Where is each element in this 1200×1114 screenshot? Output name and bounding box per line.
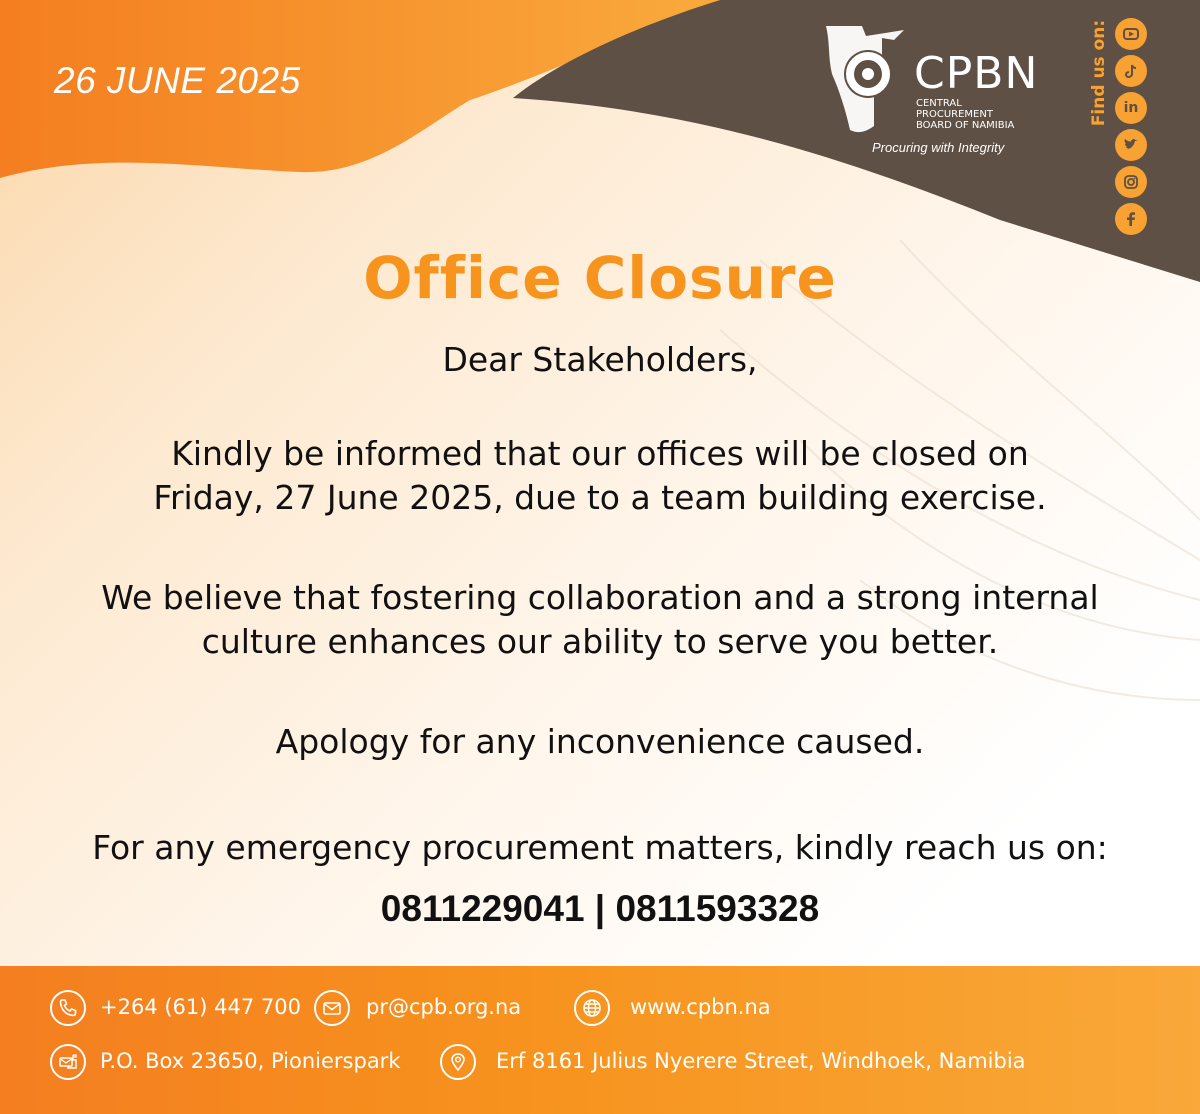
footer-address: Erf 8161 Julius Nyerere Street, Windhoek, Namibia	[496, 1049, 1026, 1073]
apology-text: Apology for any inconvenience caused.	[275, 722, 925, 761]
greeting-text: Dear Stakeholders,	[442, 340, 758, 379]
culture-paragraph: We believe that fostering collaboration and a strong internal culture enhances our ability to serve you better.	[101, 578, 1099, 661]
footer-po-box: P.O. Box 23650, Pionierspark	[100, 1049, 401, 1073]
contact-footer	[0, 966, 1200, 1114]
instagram-icon[interactable]	[1115, 166, 1147, 198]
mailbox-icon	[50, 1044, 86, 1080]
footer-phone[interactable]: +264 (61) 447 700	[100, 995, 301, 1019]
date-label: 26 JUNE 2025	[54, 60, 301, 101]
location-pin-icon	[440, 1044, 476, 1080]
cpbn-logo	[822, 22, 1062, 162]
notice-title: Office Closure	[363, 244, 837, 312]
logo-tagline: Procuring with Integrity	[872, 140, 1005, 155]
email-icon	[314, 990, 350, 1026]
footer-email[interactable]: pr@cpb.org.na	[366, 995, 522, 1019]
emergency-text: For any emergency procurement matters, kindly reach us on:	[92, 828, 1108, 867]
twitter-icon[interactable]	[1115, 129, 1147, 161]
facebook-icon[interactable]	[1115, 203, 1147, 235]
phone-icon	[50, 990, 86, 1026]
youtube-icon[interactable]	[1115, 18, 1147, 50]
namibia-map-icon	[822, 22, 912, 142]
logo-wordmark: CPBN	[914, 48, 1039, 99]
linkedin-icon[interactable]: in	[1115, 92, 1147, 124]
tiktok-icon[interactable]	[1115, 55, 1147, 87]
footer-website[interactable]: www.cpbn.na	[630, 995, 771, 1019]
emergency-phone-numbers[interactable]: 0811229041 | 0811593328	[380, 888, 820, 929]
closure-paragraph: Kindly be informed that our offices will be closed on Friday, 27 June 2025, due to a team building exercise.	[153, 434, 1047, 517]
globe-icon	[574, 990, 610, 1026]
find-us-label: Find us on:	[1089, 19, 1109, 127]
logo-subtitle: CENTRAL PROCUREMENT BOARD OF NAMIBIA	[916, 98, 1015, 131]
